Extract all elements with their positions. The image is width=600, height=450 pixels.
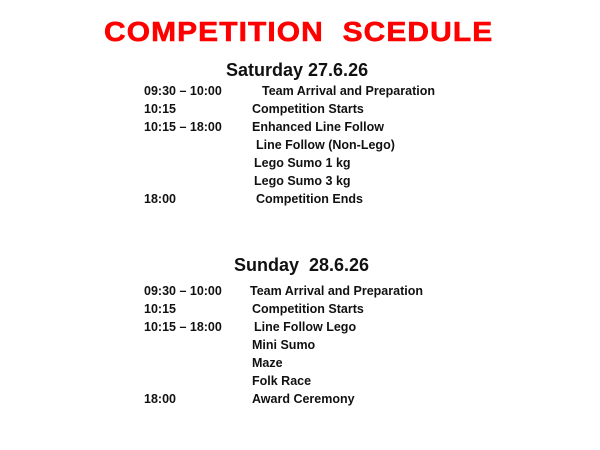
schedule-event: Team Arrival and Preparation	[262, 84, 435, 98]
schedule-event: Lego Sumo 1 kg	[254, 156, 351, 170]
schedule-event: Line Follow Lego	[254, 320, 357, 334]
schedule-event: Enhanced Line Follow	[252, 120, 384, 134]
schedule-time: 18:00	[144, 192, 176, 206]
schedule-event: Lego Sumo 3 kg	[254, 174, 351, 188]
schedule-event: Team Arrival and Preparation	[250, 284, 423, 298]
day-header-saturday: Saturday 27.6.26	[226, 60, 369, 80]
schedule-event: Line Follow (Non-Lego)	[256, 138, 395, 152]
schedule-time: 10:15	[144, 302, 176, 316]
schedule-time: 09:30 – 10:00	[144, 84, 222, 98]
page-title: COMPETITION SCEDULE	[104, 16, 494, 47]
schedule-time: 10:15 – 18:00	[144, 120, 222, 134]
schedule-event: Mini Sumo	[252, 338, 316, 352]
schedule-event: Folk Race	[252, 374, 312, 388]
schedule-time: 10:15	[144, 102, 176, 116]
schedule-time: 09:30 – 10:00	[144, 284, 222, 298]
schedule-time: 10:15 – 18:00	[144, 320, 222, 334]
schedule-event: Competition Starts	[252, 302, 364, 316]
schedule-time: 18:00	[144, 392, 176, 406]
schedule-event: Maze	[252, 356, 283, 370]
schedule-event: Award Ceremony	[252, 392, 355, 406]
day-header-sunday: Sunday 28.6.26	[234, 255, 370, 275]
schedule-event: Competition Ends	[256, 192, 363, 206]
schedule-event: Competition Starts	[252, 102, 364, 116]
